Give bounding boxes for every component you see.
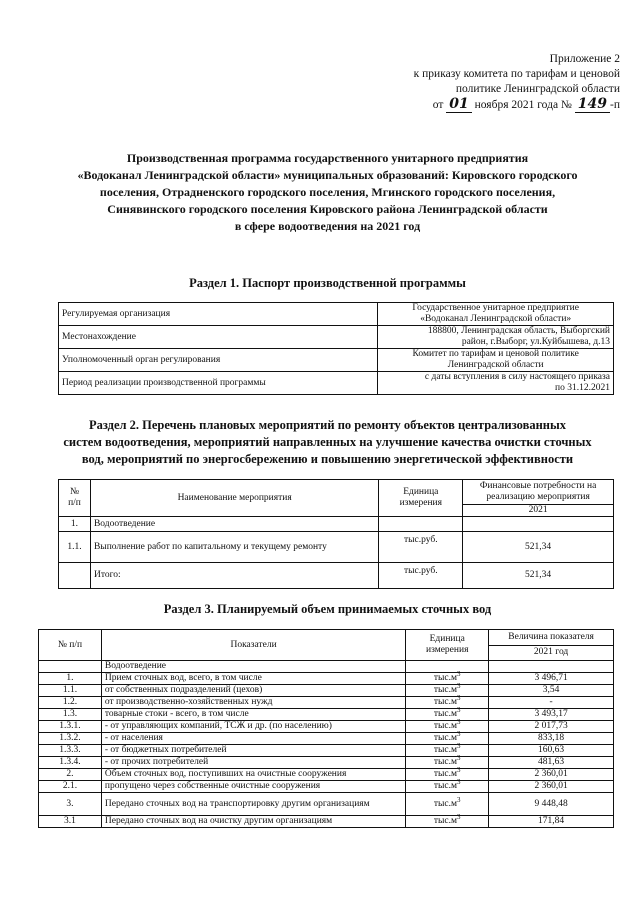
row-num: 2.1. bbox=[39, 781, 102, 793]
title-line: поселения, Отрадненского городского поселения, Мгинского городского поселения, bbox=[99, 185, 556, 199]
appendix-header bbox=[370, 52, 620, 113]
passport-label: Регулируемая организация bbox=[59, 303, 378, 326]
row-unit bbox=[406, 693, 489, 709]
table-row bbox=[39, 816, 614, 828]
table-row bbox=[39, 781, 614, 793]
row-unit bbox=[406, 777, 489, 793]
row-num: 1.3.2. bbox=[39, 733, 102, 745]
table-row bbox=[39, 769, 614, 781]
unit-text: тыс.м bbox=[433, 798, 458, 809]
row-unit bbox=[406, 741, 489, 757]
col-num-header: № п/п bbox=[39, 630, 102, 661]
appendix-order-line: к приказу комитета по тарифам и ценовой bbox=[413, 68, 620, 80]
unit-text: тыс.м bbox=[433, 733, 458, 743]
row-value: 2 017,73 bbox=[489, 721, 614, 733]
title-line: «Водоканал Ленинградской области» муниципальных образований: Кировского городского bbox=[77, 168, 578, 182]
col-year-header: 2021 bbox=[463, 504, 614, 516]
unit-text: тыс.м bbox=[433, 721, 458, 731]
row-unit bbox=[406, 753, 489, 769]
title-line: Синявинского городского поселения Кировского района Ленинградской области bbox=[107, 202, 548, 216]
unit-superscript: 3 bbox=[457, 729, 461, 738]
unit-superscript: 3 bbox=[457, 795, 461, 804]
row-num: 3.1 bbox=[39, 816, 102, 828]
col-name-header: Показатели bbox=[101, 630, 405, 661]
unit-superscript: 3 bbox=[457, 705, 461, 714]
unit-superscript: 3 bbox=[457, 669, 461, 678]
passport-label: Уполномоченный орган регулирования bbox=[59, 349, 378, 372]
passport-table bbox=[58, 302, 614, 395]
row-value: 160,63 bbox=[489, 745, 614, 757]
appendix-title: Приложение 2 bbox=[549, 53, 620, 65]
passport-label: Период реализации производственной программы bbox=[59, 372, 378, 395]
unit-superscript: 3 bbox=[457, 693, 461, 702]
row-name: Прием сточных вод, всего, в том числе bbox=[101, 673, 405, 685]
title-line: Производственная программа государственного унитарного предприятия bbox=[126, 151, 529, 165]
row-value: 481,63 bbox=[489, 757, 614, 769]
unit-text: тыс.м bbox=[433, 745, 458, 755]
row-name: пропущено через собственные очистные сооружения bbox=[101, 781, 405, 793]
row-name: от производственно-хозяйственных нужд bbox=[101, 697, 405, 709]
passport-label: Местонахождение bbox=[59, 326, 378, 349]
row-name: - от населения bbox=[101, 733, 405, 745]
table-header-row bbox=[59, 480, 614, 505]
unit-text: тыс.м bbox=[433, 685, 458, 695]
passport-value: с даты вступления в силу настоящего приказа по 31.12.2021 bbox=[378, 372, 614, 395]
handwritten-number: 149 bbox=[575, 96, 610, 113]
document-title bbox=[40, 150, 615, 235]
group-label: Водоотведение bbox=[101, 661, 405, 673]
row-name: Передано сточных вод на очистку другим организациям bbox=[101, 816, 405, 828]
table-row bbox=[59, 326, 614, 349]
row-name: - от бюджетных потребителей bbox=[101, 745, 405, 757]
table-row bbox=[39, 757, 614, 769]
row-num: 1.3.1. bbox=[39, 721, 102, 733]
handwritten-day: 01 bbox=[446, 96, 471, 113]
unit-text: тыс.м bbox=[433, 757, 458, 767]
row-unit bbox=[406, 765, 489, 781]
unit-superscript: 3 bbox=[457, 681, 461, 690]
col-need-header: Финансовые потребности на реализацию мероприятия bbox=[463, 480, 614, 505]
table-row bbox=[39, 793, 614, 816]
unit-superscript: 3 bbox=[457, 741, 461, 750]
row-unit bbox=[406, 717, 489, 733]
col-name-header: Наименование мероприятия bbox=[90, 480, 378, 517]
date-middle: ноября 2021 года № bbox=[474, 99, 572, 111]
table-row bbox=[39, 661, 614, 673]
unit-text: тыс.м bbox=[433, 673, 458, 683]
unit-superscript: 3 bbox=[457, 765, 461, 774]
table-row: 1.1. Выполнение работ по капитальному и текущему ремонту тыс.руб. 521,34 bbox=[59, 532, 614, 563]
unit-text: тыс.м bbox=[433, 781, 458, 791]
appendix-date-line bbox=[370, 97, 620, 113]
unit-text: тыс.м bbox=[433, 709, 458, 719]
col-unit-header: Единица измерения bbox=[406, 630, 489, 661]
table-row bbox=[59, 303, 614, 326]
row-name: Передано сточных вод на транспортировку другим организациям bbox=[101, 793, 405, 816]
unit-superscript: 3 bbox=[457, 777, 461, 786]
section3-heading: Раздел 3. Планируемый объем принимаемых сточных вод bbox=[163, 602, 492, 616]
row-num: 1.2. bbox=[39, 697, 102, 709]
row-value: 833,18 bbox=[489, 733, 614, 745]
table-row bbox=[39, 733, 614, 745]
table-row bbox=[39, 685, 614, 697]
row-num: 1.3.4. bbox=[39, 757, 102, 769]
passport-value: Комитет по тарифам и ценовой политике Ленинградской области bbox=[378, 349, 614, 372]
row-value: 3 493,17 bbox=[489, 709, 614, 721]
row-name: товарные стоки - всего, в том числе bbox=[101, 709, 405, 721]
col-num-header: № п/п bbox=[59, 480, 91, 517]
row-unit bbox=[406, 681, 489, 697]
row-name: Объем сточных вод, поступивших на очистные сооружения bbox=[101, 769, 405, 781]
row-unit bbox=[406, 669, 489, 685]
appendix-committee-line: политике Ленинградской области bbox=[455, 83, 620, 95]
unit-superscript: 3 bbox=[457, 717, 461, 726]
unit-superscript: 3 bbox=[457, 812, 461, 821]
row-value: 171,84 bbox=[489, 816, 614, 828]
row-unit bbox=[406, 705, 489, 721]
table-row bbox=[39, 721, 614, 733]
title-line: в сфере водоотведения на 2021 год bbox=[234, 219, 421, 233]
row-unit bbox=[406, 812, 489, 828]
passport-value: Государственное унитарное предприятие «Водоканал Ленинградской области» bbox=[378, 303, 614, 326]
volume-table bbox=[38, 629, 614, 828]
col-unit-header: Единица измерения bbox=[379, 480, 463, 517]
row-num: 1.1. bbox=[39, 685, 102, 697]
row-num: 1.3. bbox=[39, 709, 102, 721]
row-num: 2. bbox=[39, 769, 102, 781]
measures-table bbox=[58, 479, 614, 589]
passport-value: 188800, Ленинградская область, Выборгский район, г.Выборг, ул.Куйбышева, д.13 bbox=[378, 326, 614, 349]
row-name: - от управляющих компаний, ТСЖ и др. (по населению) bbox=[101, 721, 405, 733]
col-value-header: Величина показателя bbox=[489, 630, 614, 646]
table-row bbox=[39, 745, 614, 757]
row-unit bbox=[406, 729, 489, 745]
row-unit bbox=[406, 793, 489, 816]
table-row bbox=[59, 349, 614, 372]
row-num: 1.3.3. bbox=[39, 745, 102, 757]
col-year-header: 2021 год bbox=[489, 645, 614, 661]
row-value: 2 360,01 bbox=[489, 769, 614, 781]
row-value: - bbox=[489, 697, 614, 709]
table-row bbox=[39, 673, 614, 685]
unit-text: тыс.м bbox=[433, 769, 458, 779]
table-row: Итого: тыс.руб. 521,34 bbox=[59, 563, 614, 589]
section2-heading: Раздел 2. Перечень плановых мероприятий по ремонту объектов централизованных систем водоотведения, мероприятий направленных на улучшение качества очистки сточных вод, мероприятий по энергосбережению и повышению энергетической эффективности bbox=[63, 418, 592, 466]
table-row bbox=[59, 372, 614, 395]
row-value: 9 448,48 bbox=[489, 793, 614, 816]
row-num: 1. bbox=[39, 673, 102, 685]
date-prefix: от bbox=[432, 99, 444, 111]
table-row bbox=[39, 709, 614, 721]
table-header-row bbox=[39, 630, 614, 646]
row-value: 3 496,71 bbox=[489, 673, 614, 685]
row-num: 3. bbox=[39, 793, 102, 816]
unit-text: тыс.м bbox=[433, 697, 458, 707]
table-row: 1. Водоотведение bbox=[59, 517, 614, 532]
unit-superscript: 3 bbox=[457, 753, 461, 762]
row-value: 3,54 bbox=[489, 685, 614, 697]
row-name: от собственных подразделений (цехов) bbox=[101, 685, 405, 697]
unit-text: тыс.м bbox=[433, 816, 458, 826]
row-value: 2 360,01 bbox=[489, 781, 614, 793]
table-row bbox=[39, 697, 614, 709]
number-suffix: -п bbox=[610, 99, 620, 111]
row-name: - от прочих потребителей bbox=[101, 757, 405, 769]
section1-heading: Раздел 1. Паспорт производственной программы bbox=[189, 276, 466, 290]
